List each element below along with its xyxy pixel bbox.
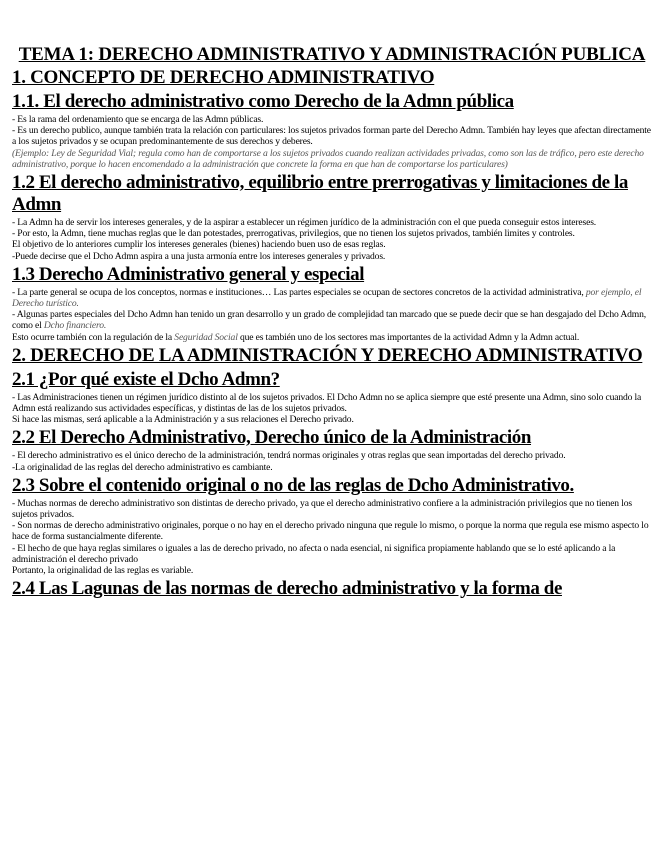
section-1-2-paragraph: El objetivo de lo anteriores cumplir los intereses generales (bienes) haciendo buen uso de esas reglas. xyxy=(12,239,386,251)
section-1-heading: 1. CONCEPTO DE DERECHO ADMINISTRATIVO xyxy=(12,67,435,88)
section-2-3-paragraph: Portanto, la originalidad de las reglas es variable. xyxy=(12,565,194,577)
section-2-3-heading: 2.3 Sobre el contenido original o no de las reglas de Dcho Administrativo. xyxy=(12,474,574,496)
section-1-3-paragraph xyxy=(12,287,652,309)
section-1-1-example: (Ejemplo: Ley de Seguridad Vial; regula como han de comportarse a los sujetos privados cuando realizan actividades privadas, como son las de tráfico, pero este derecho administrativo, porque lo hacen encomendado a la administración que concrete la forma en que han de comportarse los particulares) xyxy=(12,147,644,170)
document-page xyxy=(12,44,652,601)
section-2-2-paragraph: - El derecho administrativo es el único derecho de la administración, tendrá normas originales y otras reglas que sean importadas del derecho privado. xyxy=(12,450,566,462)
section-1-3-paragraph xyxy=(12,332,652,343)
section-2-1-paragraph: - Las Administraciones tienen un régimen jurídico distinto al de los sujetos privados. El Dcho Admn no se aplica siempre que esté presente una Admn, sino solo cuando la Admn está realizando sus actividades específicas, y distintas de las de los sujetos privados. xyxy=(12,391,642,415)
section-2-2-paragraph: -La originalidad de las reglas del derecho administrativo es cambiante. xyxy=(12,461,273,473)
document-title: TEMA 1: DERECHO ADMINISTRATIVO Y ADMINISTRACIÓN PUBLICA xyxy=(18,44,646,65)
section-1-1-paragraph: - Es un derecho publico, aunque también trata la relación con particulares: los sujetos privados forman parte del Derecho Admn. También hay leyes que afectan directamente a los sujetos privados y se ocupan predominantemente de sus derechos y deberes. xyxy=(12,125,651,148)
section-2-heading: 2. DERECHO DE LA ADMINISTRACIÓN Y DERECHO ADMINISTRATIVO xyxy=(12,344,643,366)
example-text: Seguridad Social xyxy=(174,331,238,343)
paragraph-text: - Algunas partes especiales del Dcho Admn han tenido un gran desarrollo y un grado de complejidad tan marcado que se puede decir que se han desgajado del Dcho Admn, como el xyxy=(12,309,646,332)
section-2-3-paragraph: - Muchas normas de derecho administrativo son distintas de derecho privado, ya que el derecho administrativo confiere a la administración privilegios que no tienen los sujetos privados. xyxy=(12,497,632,521)
example-text: por ejemplo, el Derecho turístico. xyxy=(12,286,642,310)
section-1-1-heading: 1.1. El derecho administrativo como Derecho de la Admn pública xyxy=(12,91,514,112)
section-2-3-paragraph: - Son normas de derecho administrativo originales, porque o no hay en el derecho privado ninguna que regule lo mismo, o porque la norma que regula ese mismo aspecto lo hace de forma sustancialmente diferente. xyxy=(12,520,649,543)
section-1-3-heading: 1.3 Derecho Administrativo general y especial xyxy=(12,263,365,285)
paragraph-text: que es también uno de los sectores mas importantes de la actividad Admn y la Admn actual. xyxy=(239,331,580,343)
section-2-4-heading: 2.4 Las Lagunas de las normas de derecho administrativo y la forma de xyxy=(12,578,562,600)
section-1-1-paragraph: - Es la rama del ordenamiento que se encarga de las Admn públicas. xyxy=(12,114,264,125)
section-2-3-paragraph: - El hecho de que haya reglas similares o iguales a las de derecho privado, no afecta o nada esencial, ni significa propiamente hablando que se lo esté aplicando a la administración el derecho privado xyxy=(12,542,616,565)
section-2-1-heading: 2.1 ¿Por qué existe el Dcho Admn? xyxy=(12,368,280,390)
section-1-2-heading: 1.2 El derecho administrativo, equilibrio entre prerrogativas y limitaciones de la Admn xyxy=(12,172,628,216)
section-1-2-paragraph: - Por esto, la Admn, tiene muchas reglas que le dan potestades, prerrogativas, privilegios, que no tienen los sujetos privados, también limites y controles. xyxy=(12,228,575,240)
section-2-1-paragraph: Si hace las mismas, será aplicable a la Administración y a sus relaciones el Derecho privado. xyxy=(12,414,354,426)
section-1-2-paragraph: -Puede decirse que el Dcho Admn aspira a una justa armonía entre los intereses generales y privados. xyxy=(12,250,386,262)
paragraph-text: Esto ocurre también con la regulación de la xyxy=(12,331,173,343)
section-1-3-paragraph xyxy=(12,309,652,331)
section-2-2-heading: 2.2 El Derecho Administrativo, Derecho único de la Administración xyxy=(12,427,532,449)
paragraph-text: - La parte general se ocupa de los conceptos, normas e instituciones… Las partes especiales se ocupan de sectores concretos de la actividad administrativa, xyxy=(12,286,584,298)
section-1-2-paragraph: - La Admn ha de servir los intereses generales, y de la aspirar a establecer un régimen jurídico de la administración con el que pueda conseguir estos intereses. xyxy=(12,217,597,229)
example-text: Dcho financiero. xyxy=(43,320,107,332)
